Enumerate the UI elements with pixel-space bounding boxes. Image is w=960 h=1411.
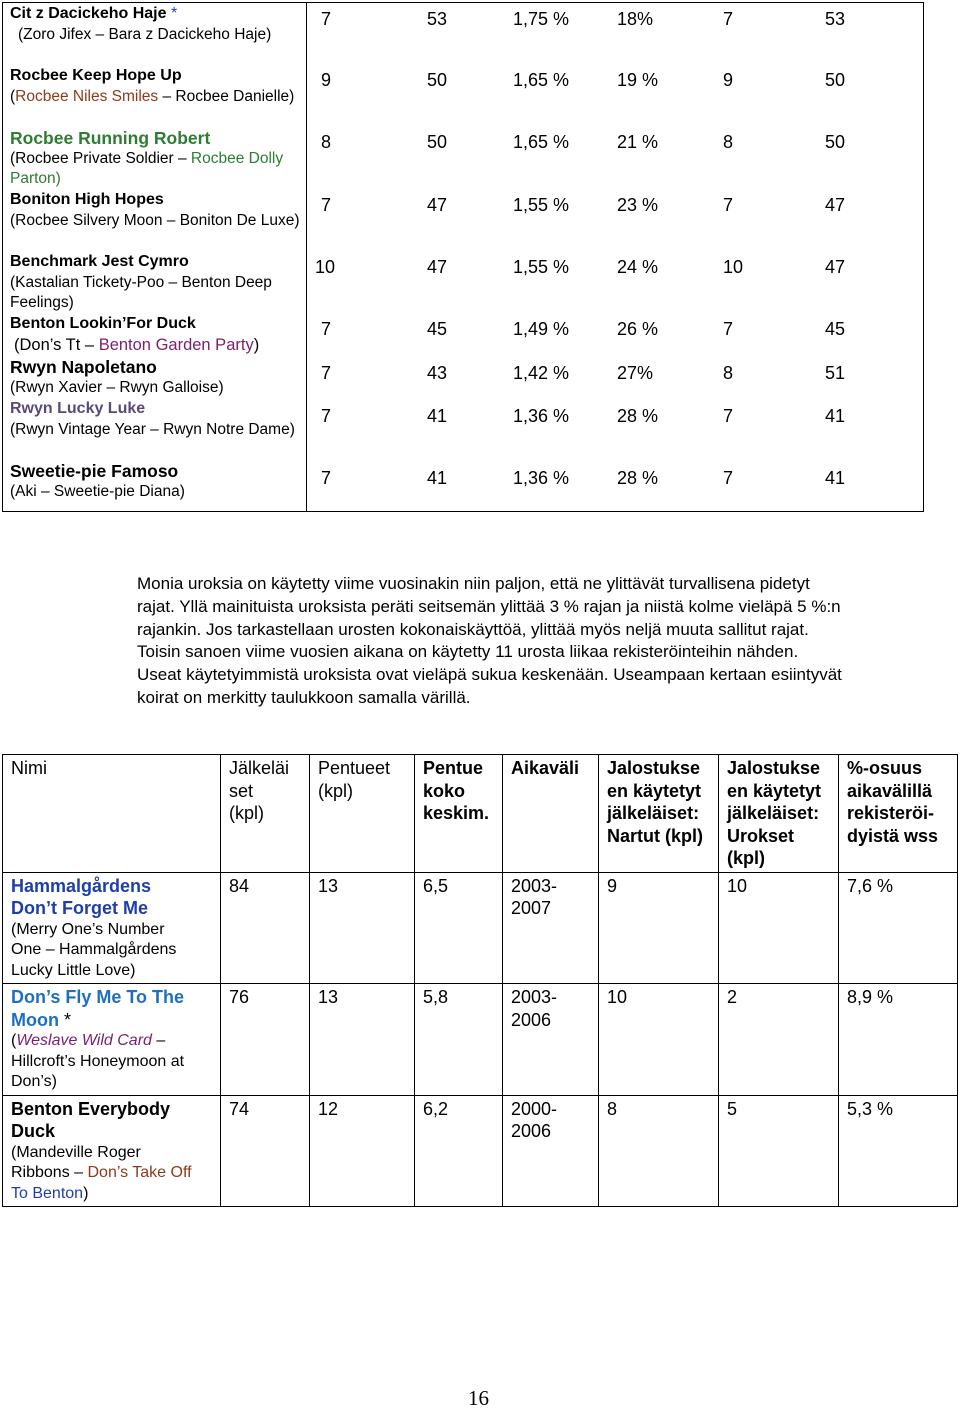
list-item [10, 190, 300, 252]
import-mark: * [166, 5, 178, 22]
period: 2000- 2006 [503, 1095, 599, 1207]
dog-name-cell: Benton Everybody Duck (Mandeville Roger Ribbons – Don’s Take Off To Benton) [3, 1095, 221, 1207]
dog-title: Cit z Dacickeho Haje [10, 5, 167, 22]
list-item [10, 357, 300, 399]
dog-title: Rocbee Keep Hope Up [10, 67, 182, 84]
offspring-count: 74 [221, 1095, 310, 1207]
litter-count: 13 [310, 984, 415, 1096]
offspring-count: 76 [221, 984, 310, 1096]
highlighted-parent: Rocbee Dolly Parton [10, 149, 284, 187]
header-offspring: Jälkeläi set (kpl) [221, 755, 310, 873]
list-item [10, 252, 300, 314]
breeding-males: 2 [719, 984, 839, 1096]
table-row: 8 50 1,65 % 21 % 8 50 [321, 132, 846, 152]
period: 2003- 2006 [503, 984, 599, 1096]
percentage: 5,3 % [839, 1095, 958, 1207]
sire-usage-table [2, 754, 958, 1207]
table-row: 7 47 1,55 % 23 % 7 47 [321, 195, 846, 215]
table-row: 10 47 1,55 % 24 % 10 47 [315, 257, 846, 277]
header-breeding-males: Jalostukse en käytetyt jälkeläiset: Urokset (kpl) [719, 755, 839, 873]
avg-litter-size: 6,5 [415, 872, 503, 984]
highlighted-parent: To Benton [11, 1184, 84, 1202]
period: 2003- 2007 [503, 872, 599, 984]
breeding-males: 10 [719, 872, 839, 984]
percentage: 8,9 % [839, 984, 958, 1096]
table-row: 7 43 1,42 % 27% 8 51 [321, 363, 846, 383]
list-item [10, 399, 300, 461]
header-breeding-females: Jalostukse en käytetyt jälkeläiset: Nartut (kpl) [599, 755, 719, 873]
page-number: 16 [468, 1386, 489, 1410]
dog-parents: (Zoro Jifex – Bara z Dacickeho Haje) [18, 25, 272, 43]
list-item: Benton Lookin’For Duck (Don’s Tt – Benton Garden Party) [10, 314, 300, 357]
top-stud-table [2, 2, 924, 512]
list-item [10, 461, 300, 503]
highlighted-parent: Don’s Take Off [87, 1164, 192, 1181]
breeding-females: 10 [599, 984, 719, 1096]
header-percentage: %-osuus aikavälillä rekisteröi- dyistä wss [839, 755, 958, 873]
list-item: Rocbee Running Robert (Rocbee Private Soldier – Rocbee Dolly Parton) [10, 128, 300, 190]
header-avg-litter: Pentue koko keskim. [415, 755, 503, 873]
highlighted-parent: Weslave Wild Card [16, 1032, 152, 1049]
breeding-males: 5 [719, 1095, 839, 1207]
dog-name-cell: Hammalgårdens Don’t Forget Me (Merry One’s Number One – Hammalgårdens Lucky Little Love) [3, 872, 221, 984]
highlighted-parent: Benton Garden Party [98, 335, 254, 354]
stats-cell [307, 3, 924, 512]
table-row: 7 53 1,75 % 18% 7 53 [321, 9, 846, 29]
litter-count: 13 [310, 872, 415, 984]
avg-litter-size: 5,8 [415, 984, 503, 1096]
header-period: Aikaväli [503, 755, 599, 873]
litter-count: 12 [310, 1095, 415, 1207]
table-row: 9 50 1,65 % 19 % 9 50 [321, 70, 846, 90]
dog-title: Rwyn Lucky Luke [10, 400, 146, 417]
table-header-row [3, 755, 958, 873]
dog-parents: (Aki – Sweetie-pie Diana) [10, 482, 185, 500]
dog-title: Sweetie-pie Famoso [10, 461, 179, 481]
list-item [10, 4, 300, 66]
dog-parents: (Rwyn Vintage Year – Rwyn Notre Dame) [10, 420, 295, 438]
body-paragraph: Monia uroksia on käytetty viime vuosinakin niin paljon, että ne ylittävät turvallisena pidetyt rajat. Yllä mainituista uroksista peräti seitsemän ylittää 3 % rajan ja niistä kolme vieläpä 5 %:n rajankin. Jos tarkastellaan urosten kokonaiskäyttöä, ylittää myös neljä muuta sallitut rajat. Toisin sanoen viime vuosien aikana on käytetty 11 urosta liikaa rekisteröinteihin nähden. Useat käytetyimmistä uroksista ovat vieläpä sukua keskenään. Useampaan kertaan esiintyvät koirat on merkitty taulukkoon samalla värillä. [137, 574, 842, 707]
dog-parents: (Rocbee Silvery Moon – Boniton De Luxe) [10, 211, 300, 229]
dog-title: Benchmark Jest Cymro [10, 253, 189, 270]
dog-name-cell: Don’s Fly Me To The Moon * (Weslave Wild Card – Hillcroft’s Honeymoon at Don’s) [3, 984, 221, 1096]
header-name: Nimi [3, 755, 221, 873]
dog-title: Boniton High Hopes [10, 191, 164, 208]
table-row: 7 41 1,36 % 28 % 7 41 [321, 406, 846, 426]
table-row: 7 41 1,36 % 28 % 7 41 [321, 468, 846, 488]
header-litters: Pentueet (kpl) [310, 755, 415, 873]
breeding-females: 8 [599, 1095, 719, 1207]
offspring-count: 84 [221, 872, 310, 984]
import-mark: * [58, 1009, 71, 1030]
dog-title: Benton Lookin’For Duck [10, 315, 196, 332]
dog-names-cell [3, 3, 307, 512]
table-row [3, 1095, 958, 1207]
breeding-females: 9 [599, 872, 719, 984]
avg-litter-size: 6,2 [415, 1095, 503, 1207]
dog-title: Rocbee Running Robert [10, 128, 211, 148]
dog-parents: (Rwyn Xavier – Rwyn Galloise) [10, 378, 224, 396]
table-row [3, 984, 958, 1096]
highlighted-parent: Rocbee Niles Smiles [15, 87, 159, 105]
dog-parents: (Kastalian Tickety-Poo – Benton Deep Feelings) [10, 273, 272, 311]
list-item: Rocbee Keep Hope Up (Rocbee Niles Smiles – Rocbee Danielle) [10, 66, 300, 128]
table-row: 7 45 1,49 % 26 % 7 45 [321, 319, 846, 339]
dog-title: Rwyn Napoletano [10, 357, 157, 377]
table-row [3, 872, 958, 984]
percentage: 7,6 % [839, 872, 958, 984]
